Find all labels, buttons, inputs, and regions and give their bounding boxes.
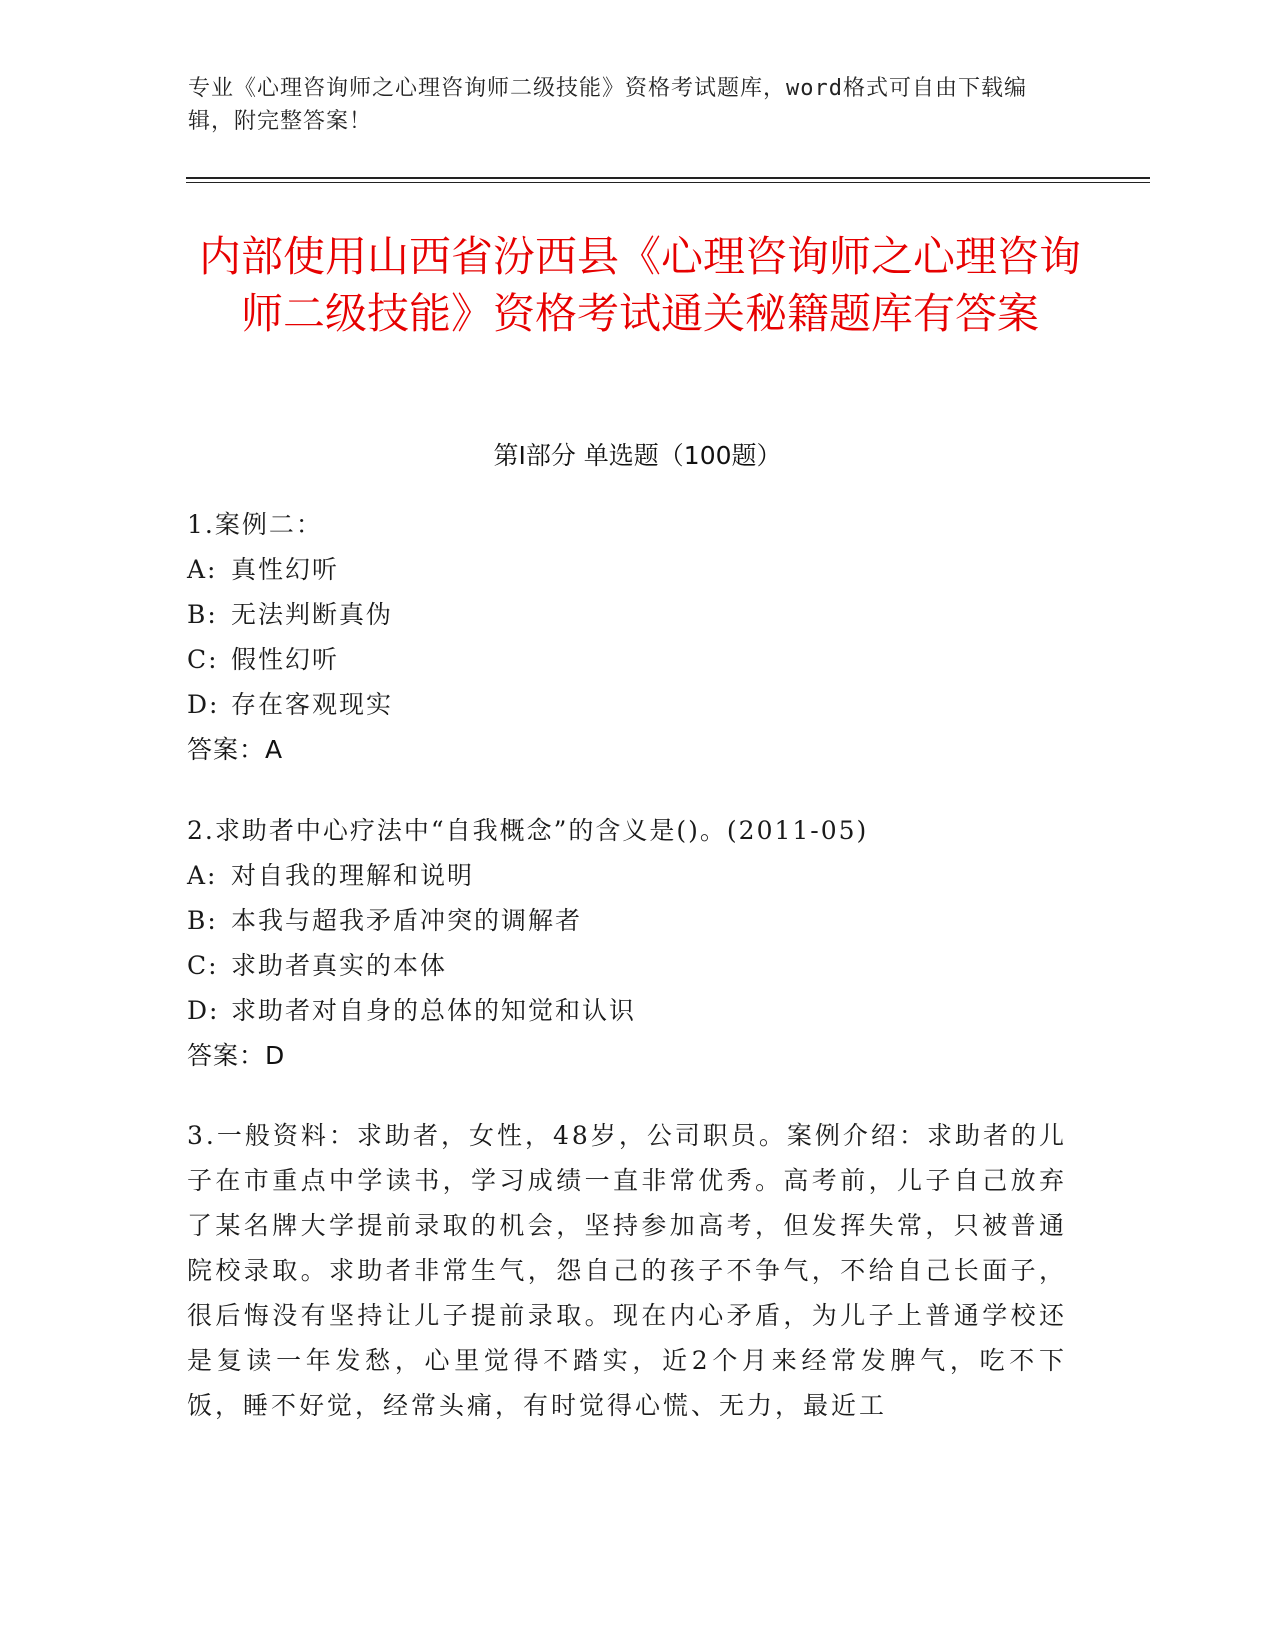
option-text: 存在客观现实 — [231, 690, 394, 719]
answer-line: 答案：D — [187, 1041, 286, 1070]
section-heading: 第Ⅰ部分 单选题（100题） — [493, 441, 782, 470]
answer-line: 答案：A — [187, 735, 284, 764]
question-1 — [187, 502, 1067, 772]
option-letter: C: — [187, 951, 219, 980]
option-a — [187, 853, 1067, 898]
question-2 — [187, 808, 1067, 1078]
option-text: 求助者真实的本体 — [231, 951, 448, 980]
option-text: 对自我的理解和说明 — [231, 861, 475, 890]
option-text: 求助者对自身的总体的知觉和认识 — [231, 996, 637, 1025]
option-text: 无法判断真伪 — [231, 600, 394, 629]
option-letter: D: — [187, 690, 220, 719]
question-stem: 1.案例二： — [187, 510, 323, 539]
option-c — [187, 637, 1067, 682]
header-divider-thick — [186, 177, 1150, 179]
header-divider-thin — [186, 182, 1150, 183]
option-letter: B: — [187, 906, 218, 935]
document-title: 内部使用山西省汾西县《心理咨询师之心理咨询师二级技能》资格考试通关秘籍题库有答案 — [198, 232, 1081, 338]
option-b — [187, 592, 1067, 637]
option-d — [187, 682, 1067, 727]
option-letter: B: — [187, 600, 218, 629]
option-a — [187, 547, 1067, 592]
option-c — [187, 943, 1067, 988]
question-stem: 3.一般资料：求助者，女性，48岁，公司职员。案例介绍：求助者的儿子在市重点中学读书，学习成绩一直非常优秀。高考前，儿子自己放弃了某名牌大学提前录取的机会，坚持参加高考，但发挥失常，只被普通院校录取。求助者非常生气，怨自己的孩子不争气，不给自己长面子，很后悔没有坚持让儿子提前录取。现在内心矛盾，为儿子上普通学校还是复读一年发愁，心里觉得不踏实，近2个月来经常发脾气，吃不下饭，睡不好觉，经常头痛，有时觉得心慌、无力，最近工 — [187, 1121, 1067, 1420]
option-letter: C: — [187, 645, 219, 674]
option-text: 真性幻听 — [231, 555, 340, 584]
question-stem: 2.求助者中心疗法中“自我概念”的含义是()。(2011-05) — [187, 816, 869, 845]
option-text: 假性幻听 — [231, 645, 340, 674]
question-3 — [187, 1113, 1067, 1428]
option-letter: A: — [187, 861, 218, 890]
header-note: 专业《心理咨询师之心理咨询师二级技能》资格考试题库，word格式可自由下载编辑，附完整答案！ — [188, 76, 1027, 134]
option-letter: A: — [187, 555, 218, 584]
option-b — [187, 898, 1067, 943]
option-d — [187, 988, 1067, 1033]
option-letter: D: — [187, 996, 220, 1025]
option-text: 本我与超我矛盾冲突的调解者 — [231, 906, 583, 935]
